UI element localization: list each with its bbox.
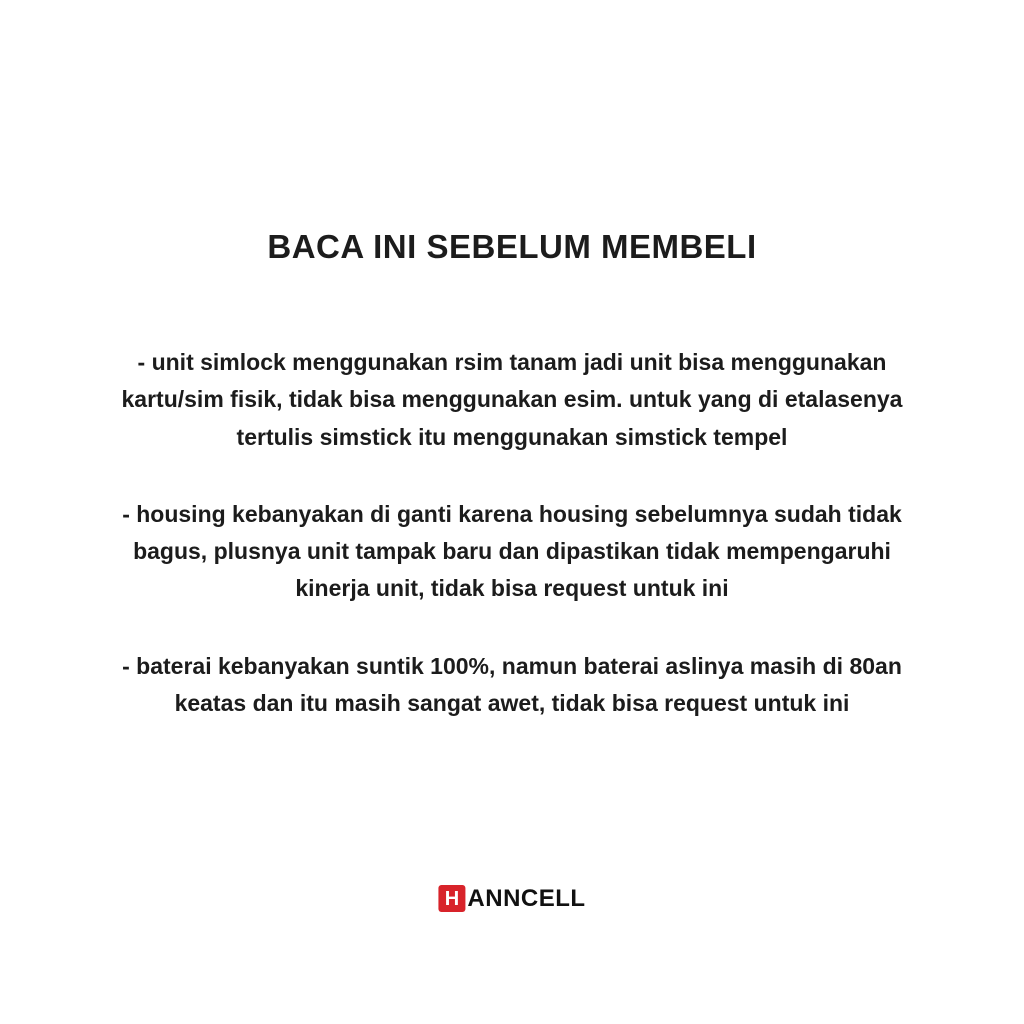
- notice-paragraph-simlock: - unit simlock menggunakan rsim tanam jadi unit bisa menggunakan kartu/sim fisik, tidak bisa menggunakan esim. untuk yang di etalasenya tertulis simstick itu menggunakan simstick tempel: [121, 349, 903, 450]
- notice-paragraph-battery: - baterai kebanyakan suntik 100%, namun baterai aslinya masih di 80an keatas dan itu masih sangat awet, tidak bisa request untuk ini: [122, 652, 902, 716]
- notice-body: [106, 344, 918, 722]
- brand-logo: [438, 885, 585, 912]
- notice-paragraph-housing: - housing kebanyakan di ganti karena housing sebelumnya sudah tidak bagus, plusnya unit tampak baru dan dipastikan tidak mempengaruhi kinerja unit, tidak bisa request untuk ini: [122, 500, 902, 602]
- brand-logo-text: ANNCELL: [467, 884, 586, 912]
- page-title: BACA INI SEBELUM MEMBELI: [267, 228, 757, 265]
- brand-h-icon: H: [438, 885, 465, 912]
